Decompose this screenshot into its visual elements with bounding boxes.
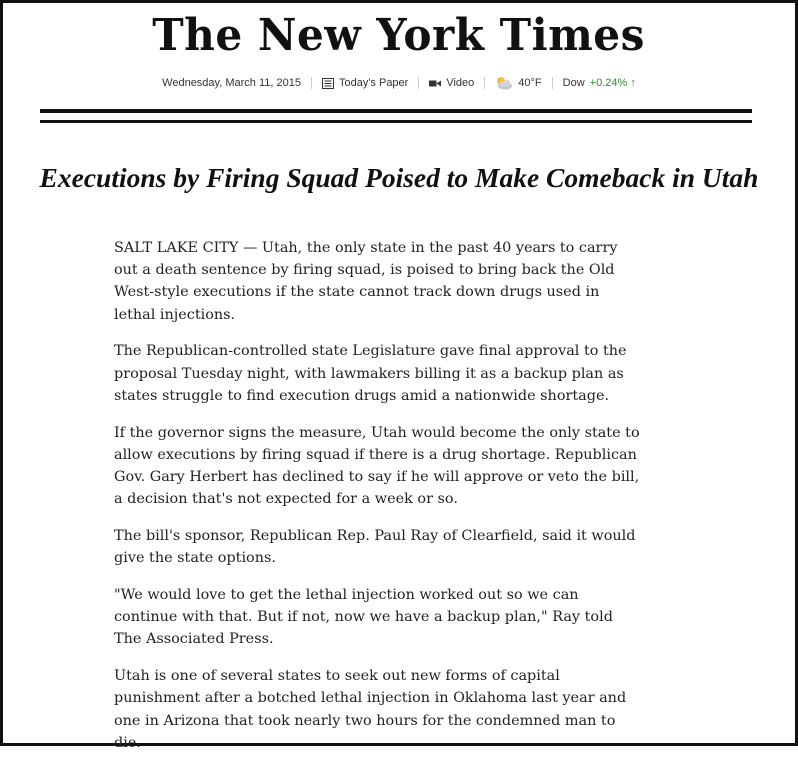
divider xyxy=(484,77,485,89)
masthead-rule-thin xyxy=(40,120,752,123)
article-headline: Executions by Firing Squad Poised to Make Comeback in Utah xyxy=(39,162,759,193)
newspaper-icon xyxy=(322,78,334,89)
video-label: Video xyxy=(446,77,475,89)
dow-label: Dow xyxy=(562,77,585,89)
todays-paper-label: Today's Paper xyxy=(338,77,409,89)
current-date: Wednesday, March 11, 2015 xyxy=(162,77,301,89)
article-paragraph: The Republican-controlled state Legislature gave final approval to the proposal Tuesday night, with lawmakers billing it as a backup plan as states struggle to find execution drugs amid a nationwide shortage. xyxy=(114,343,627,404)
masthead-rule-thick xyxy=(40,109,752,113)
article-paragraph: "We would love to get the lethal injection worked out so we can continue with that. But if not, now we have a backup plan," Ray told The Associated Press. xyxy=(114,587,613,648)
todays-paper-link[interactable] xyxy=(322,77,408,89)
dow-ticker[interactable] xyxy=(563,77,636,89)
cloud-sun-icon xyxy=(495,76,513,90)
video-link[interactable] xyxy=(429,77,474,89)
temperature: 40°F xyxy=(518,77,542,89)
masthead xyxy=(0,8,798,64)
dow-change: +0.24% ↑ xyxy=(589,77,636,89)
article-paragraph: SALT LAKE CITY — Utah, the only state in the past 40 years to carry out a death sentence by firing squad, is poised to bring back the Old West-style executions if the state cannot track down drugs used in lethal injections. xyxy=(114,240,618,323)
nyt-logo[interactable]: The New York Times xyxy=(152,10,646,61)
article-paragraph: If the governor signs the measure, Utah would become the only state to allow executions by firing squad if there is a drug shortage. Republican Gov. Gary Herbert has declined to say if he will approve or veto the bill, a decision that's not expected for a week or so. xyxy=(114,424,640,508)
article-paragraph: Utah is one of several states to seek out new forms of capital punishment after a botched lethal injection in Oklahoma last year and one in Arizona that took nearly two hours for the condemned man to die. xyxy=(114,668,627,751)
divider xyxy=(552,77,553,89)
video-camera-icon xyxy=(429,79,441,88)
article-body xyxy=(114,237,644,769)
article-paragraph: The bill's sponsor, Republican Rep. Paul Ray of Clearfield, said it would give the state options. xyxy=(114,528,636,567)
divider xyxy=(418,77,419,89)
divider xyxy=(311,77,312,89)
masthead-meta-bar xyxy=(0,76,798,90)
weather-widget[interactable] xyxy=(495,76,541,90)
